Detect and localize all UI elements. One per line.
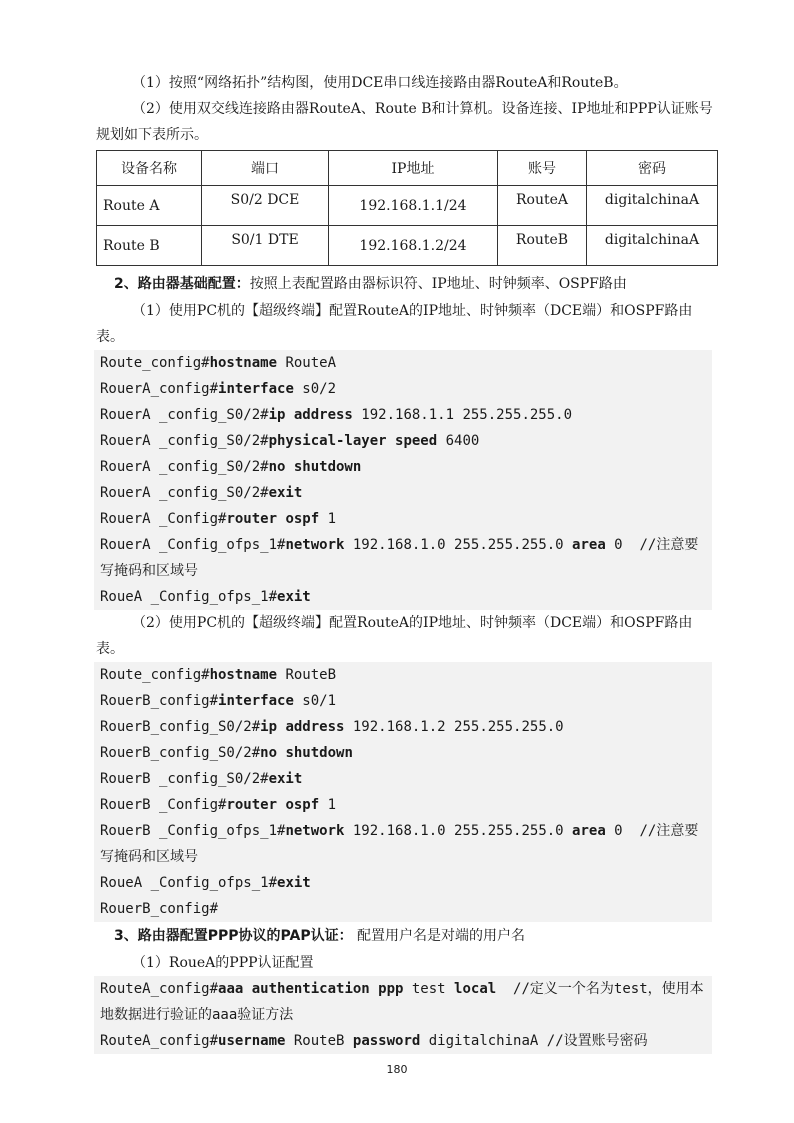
code-line: [100, 662, 708, 688]
section-2-desc: 按照上表配置路由器标识符、IP地址、时钟频率、OSPF路由: [249, 276, 627, 292]
code-argument: 1: [319, 511, 337, 527]
code-command: local: [454, 981, 497, 997]
code-prompt: RouerA _Config#: [100, 511, 227, 527]
code-command: area: [572, 537, 606, 553]
code-command: interface: [218, 693, 294, 709]
code-argument: 6400: [437, 433, 480, 449]
code-argument: //定义一个名为test，使用本地数据进行验证的aaa验证方法: [100, 981, 704, 1023]
section-2-sub2: （2）使用PC机的【超级终端】配置RouteA的IP地址、时钟频率（DCE端）和OSPF路由表。: [96, 615, 693, 657]
code-line: [100, 976, 708, 1028]
section-2-title: 2、路由器基础配置：: [114, 276, 250, 292]
table-cell: RouteB: [498, 226, 587, 266]
table-cell: S0/1 DTE: [202, 226, 329, 266]
code-line: [100, 350, 708, 376]
table-header: IP地址: [329, 151, 498, 186]
step-1-text: （1）按照“网络拓扑”结构图，使用DCE串口线连接路由器RouteA和RouteB。: [132, 75, 628, 91]
code-command: ip address: [260, 719, 345, 735]
code-prompt: RouteA_config#: [100, 981, 219, 997]
code-command: router ospf: [226, 797, 320, 813]
code-line: [100, 714, 708, 740]
code-line: [100, 376, 708, 402]
code-line: [100, 740, 708, 766]
code-line: [100, 792, 708, 818]
code-command: network: [285, 823, 345, 839]
table-header-row: [97, 151, 718, 186]
table-cell: digitalchinaA: [587, 226, 718, 266]
code-argument: 192.168.1.0 255.255.255.0: [344, 823, 573, 839]
code-command: ip address: [268, 407, 353, 423]
code-block-routea: [94, 350, 712, 610]
code-command: exit: [277, 589, 311, 605]
section-3-sub1: （1）RoueA的PPP认证配置: [132, 955, 314, 971]
document-page: [96, 70, 718, 1054]
code-command: network: [285, 537, 345, 553]
code-prompt: RouerA _Config_ofps_1#: [100, 537, 286, 553]
table-cell: Route A: [97, 186, 202, 226]
code-command: physical-layer speed: [268, 433, 438, 449]
code-argument: 192.168.1.2 255.255.255.0: [344, 719, 564, 735]
section-2-heading: [96, 270, 718, 298]
table-header: 账号: [498, 151, 587, 186]
code-line: [100, 896, 708, 922]
code-argument: 0 //注意要写掩码和区域号: [100, 537, 699, 579]
code-line: [100, 688, 708, 714]
table-row: [97, 226, 718, 266]
code-command: exit: [277, 875, 311, 891]
code-prompt: RouerB_config#: [100, 693, 219, 709]
code-command: hostname: [209, 355, 278, 371]
code-argument: s0/2: [293, 381, 337, 397]
code-prompt: RouerA _config_S0/2#: [100, 407, 269, 423]
table-cell: 192.168.1.2/24: [329, 226, 498, 266]
code-prompt: RoueA _Config_ofps_1#: [100, 589, 278, 605]
code-prompt: RouerB_config_S0/2#: [100, 719, 261, 735]
code-line: [100, 428, 708, 454]
code-line: [100, 584, 708, 610]
table-cell: S0/2 DCE: [202, 186, 329, 226]
code-command: interface: [218, 381, 294, 397]
code-argument: 0 //注意要写掩码和区域号: [100, 823, 699, 865]
table-header: 设备名称: [97, 151, 202, 186]
table-cell: 192.168.1.1/24: [329, 186, 498, 226]
page-number: 180: [386, 1063, 408, 1076]
table-header: 端口: [202, 151, 329, 186]
code-line: [100, 766, 708, 792]
code-line: [100, 1028, 708, 1054]
code-line: [100, 454, 708, 480]
section-3-title: 3、路由器配置PPP协议的PAP认证：: [114, 928, 353, 944]
code-argument: RouteB: [285, 1033, 353, 1049]
code-argument: RouteA: [277, 355, 337, 371]
code-command: no shutdown: [260, 745, 353, 761]
code-command: exit: [268, 771, 303, 787]
code-line: [100, 870, 708, 896]
code-argument: digitalchinaA //设置账号密码: [420, 1033, 648, 1049]
code-prompt: RouerB _Config_ofps_1#: [100, 823, 286, 839]
code-prompt: RouerA _config_S0/2#: [100, 485, 269, 501]
code-prompt: RouerA_config#: [100, 381, 219, 397]
code-prompt: RoueA _Config_ofps_1#: [100, 875, 278, 891]
code-prompt: RouerB_config#: [100, 901, 219, 917]
code-argument: 192.168.1.1 255.255.255.0: [352, 407, 573, 423]
step-2-text: （2）使用双交线连接路由器RouteA、Route B和计算机。设备连接、IP地址和PPP认证账号规划如下表所示。: [96, 101, 713, 143]
code-line: [100, 480, 708, 506]
code-prompt: RouerB_config_S0/2#: [100, 745, 261, 761]
code-line: [100, 818, 708, 870]
code-argument: test: [403, 981, 455, 997]
code-prompt: RouerB _Config#: [100, 797, 227, 813]
table-cell: RouteA: [498, 186, 587, 226]
code-command: aaa authentication ppp: [218, 981, 404, 997]
code-argument: 1: [319, 797, 337, 813]
code-prompt: Route_config#: [100, 355, 210, 371]
device-table: [96, 150, 718, 266]
code-block-ppp: [94, 976, 712, 1054]
code-argument: s0/1: [293, 693, 337, 709]
section-3-heading: [96, 922, 718, 950]
code-line: [100, 402, 708, 428]
code-prompt: RouerA _config_S0/2#: [100, 433, 269, 449]
code-command: area: [572, 823, 606, 839]
code-command: exit: [268, 485, 303, 501]
table-cell: Route B: [97, 226, 202, 266]
code-block-routeb: [94, 662, 712, 922]
table-header: 密码: [587, 151, 718, 186]
code-command: username: [218, 1033, 286, 1049]
code-command: password: [352, 1033, 421, 1049]
code-line: [100, 506, 708, 532]
section-2-sub1: （1）使用PC机的【超级终端】配置RouteA的IP地址、时钟频率（DCE端）和OSPF路由表。: [96, 303, 693, 345]
code-argument: RouteB: [277, 667, 337, 683]
table-row: [97, 186, 718, 226]
code-command: hostname: [209, 667, 278, 683]
code-prompt: RouerB _config_S0/2#: [100, 771, 269, 787]
code-command: router ospf: [226, 511, 320, 527]
code-prompt: RouerA _config_S0/2#: [100, 459, 269, 475]
section-3-desc: 配置用户名是对端的用户名: [352, 928, 526, 944]
table-cell: digitalchinaA: [587, 186, 718, 226]
code-command: no shutdown: [268, 459, 362, 475]
code-line: [100, 532, 708, 584]
code-argument: 192.168.1.0 255.255.255.0: [344, 537, 573, 553]
code-prompt: RouteA_config#: [100, 1033, 219, 1049]
code-prompt: Route_config#: [100, 667, 210, 683]
